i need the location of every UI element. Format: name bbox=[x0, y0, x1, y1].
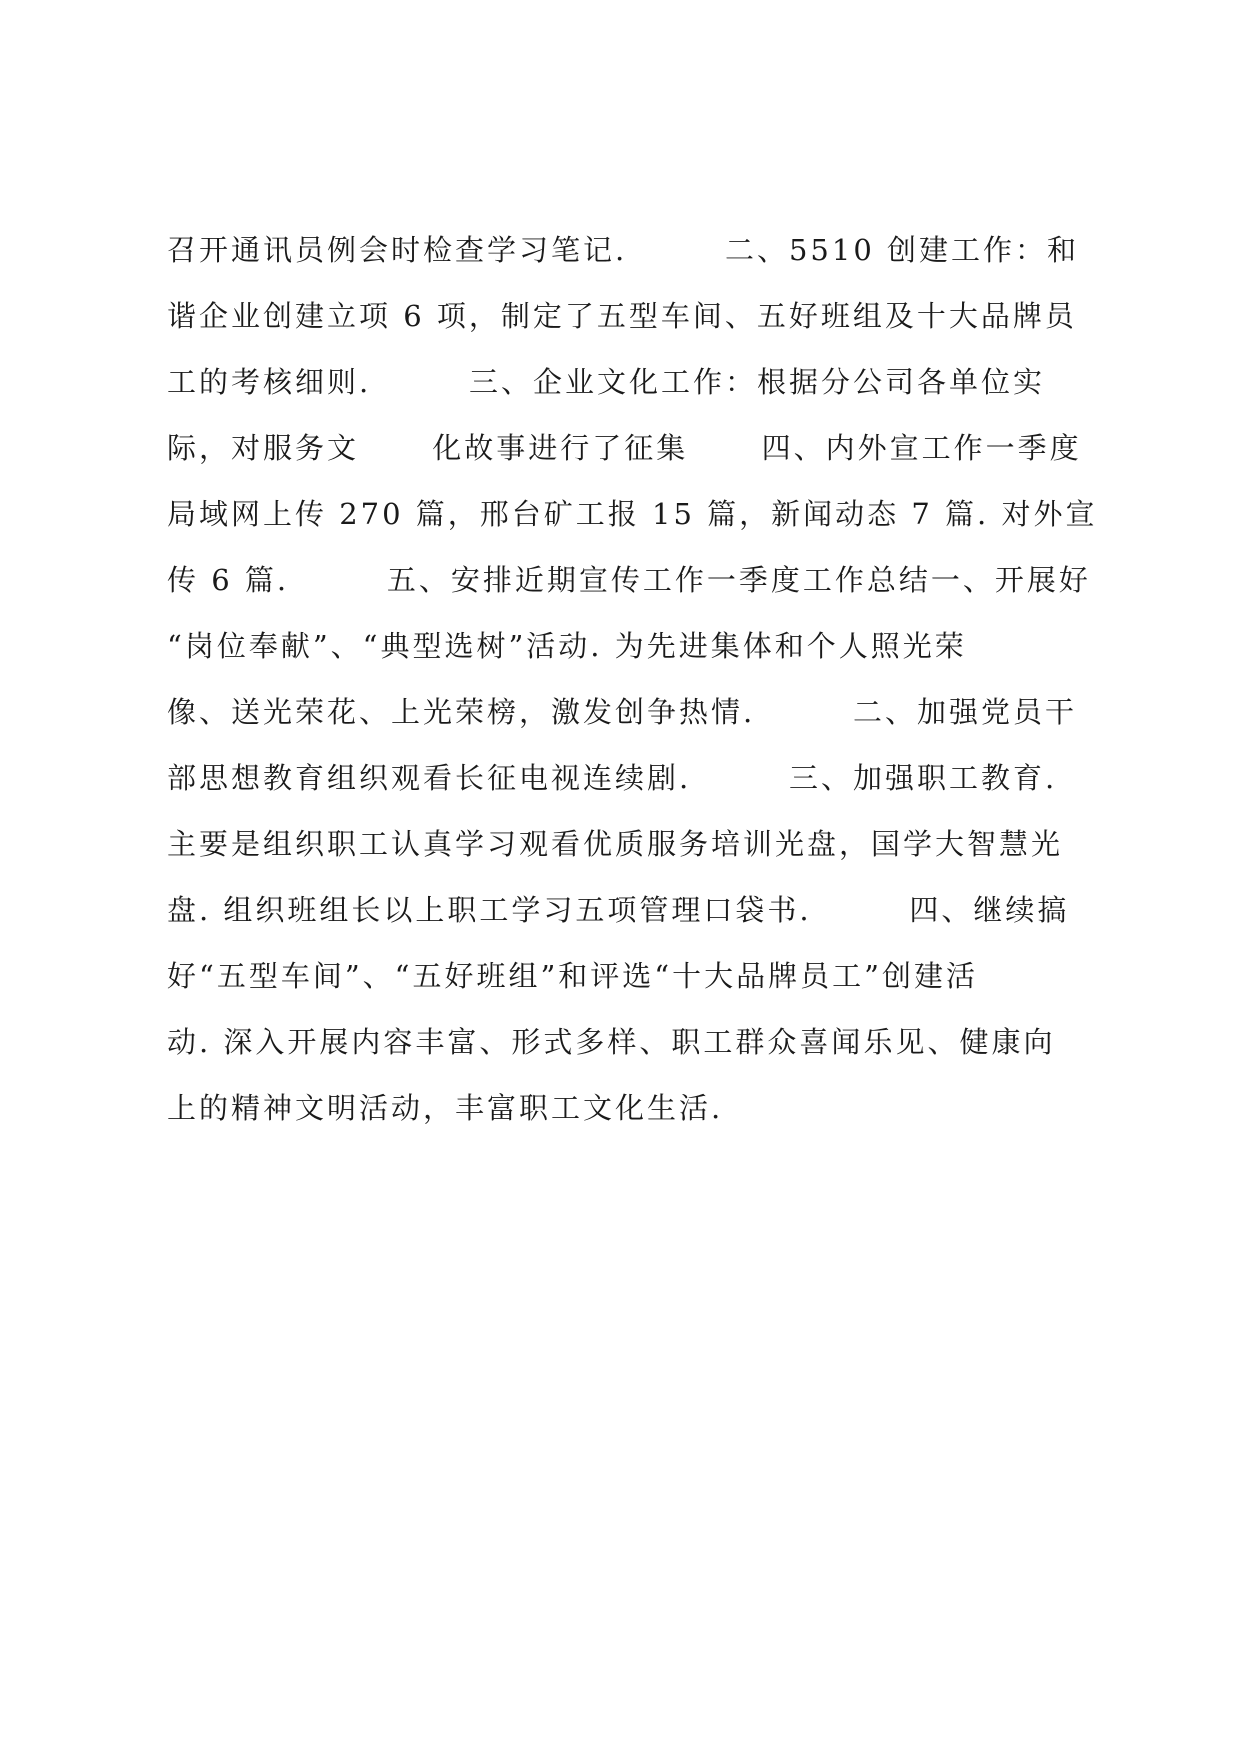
text-line: 上的精神文明活动，丰富职工文化生活. bbox=[167, 1091, 724, 1125]
text-line: 谐企业创建立项 6 项，制定了五型车间、五好班组及十大品牌员 bbox=[167, 299, 1077, 333]
text-line: 际，对服务文 化故事进行了征集 四、内外宣工作一季度 bbox=[167, 431, 1082, 465]
body-text bbox=[167, 224, 1097, 1148]
text-line: 部思想教育组织观看长征电视连续剧. 三、加强职工教育. bbox=[167, 761, 1058, 795]
text-line: 动. 深入开展内容丰富、形式多样、职工群众喜闻乐见、健康向 bbox=[167, 1025, 1056, 1059]
text-line: “岗位奉献”、“典型选树”活动. 为先进集体和个人照光荣 bbox=[167, 629, 967, 663]
text-line: 局域网上传 270 篇，邢台矿工报 15 篇，新闻动态 7 篇. 对外宣 bbox=[167, 497, 1097, 531]
text-line: 工的考核细则. 三、企业文化工作：根据分公司各单位实 bbox=[167, 365, 1045, 399]
text-line: 召开通讯员例会时检查学习笔记. 二、5510 创建工作：和 bbox=[167, 233, 1079, 267]
text-line: 主要是组织职工认真学习观看优质服务培训光盘，国学大智慧光 bbox=[167, 827, 1064, 861]
text-line: 传 6 篇. 五、安排近期宣传工作一季度工作总结一、开展好 bbox=[167, 563, 1091, 597]
text-line: 盘. 组织班组长以上职工学习五项管理口袋书. 四、继续搞 bbox=[167, 893, 1070, 927]
text-line: 好“五型车间”、“五好班组”和评选“十大品牌员工”创建活 bbox=[167, 959, 978, 993]
text-line: 像、送光荣花、上光荣榜，激发创争热情. 二、加强党员干 bbox=[167, 695, 1077, 729]
